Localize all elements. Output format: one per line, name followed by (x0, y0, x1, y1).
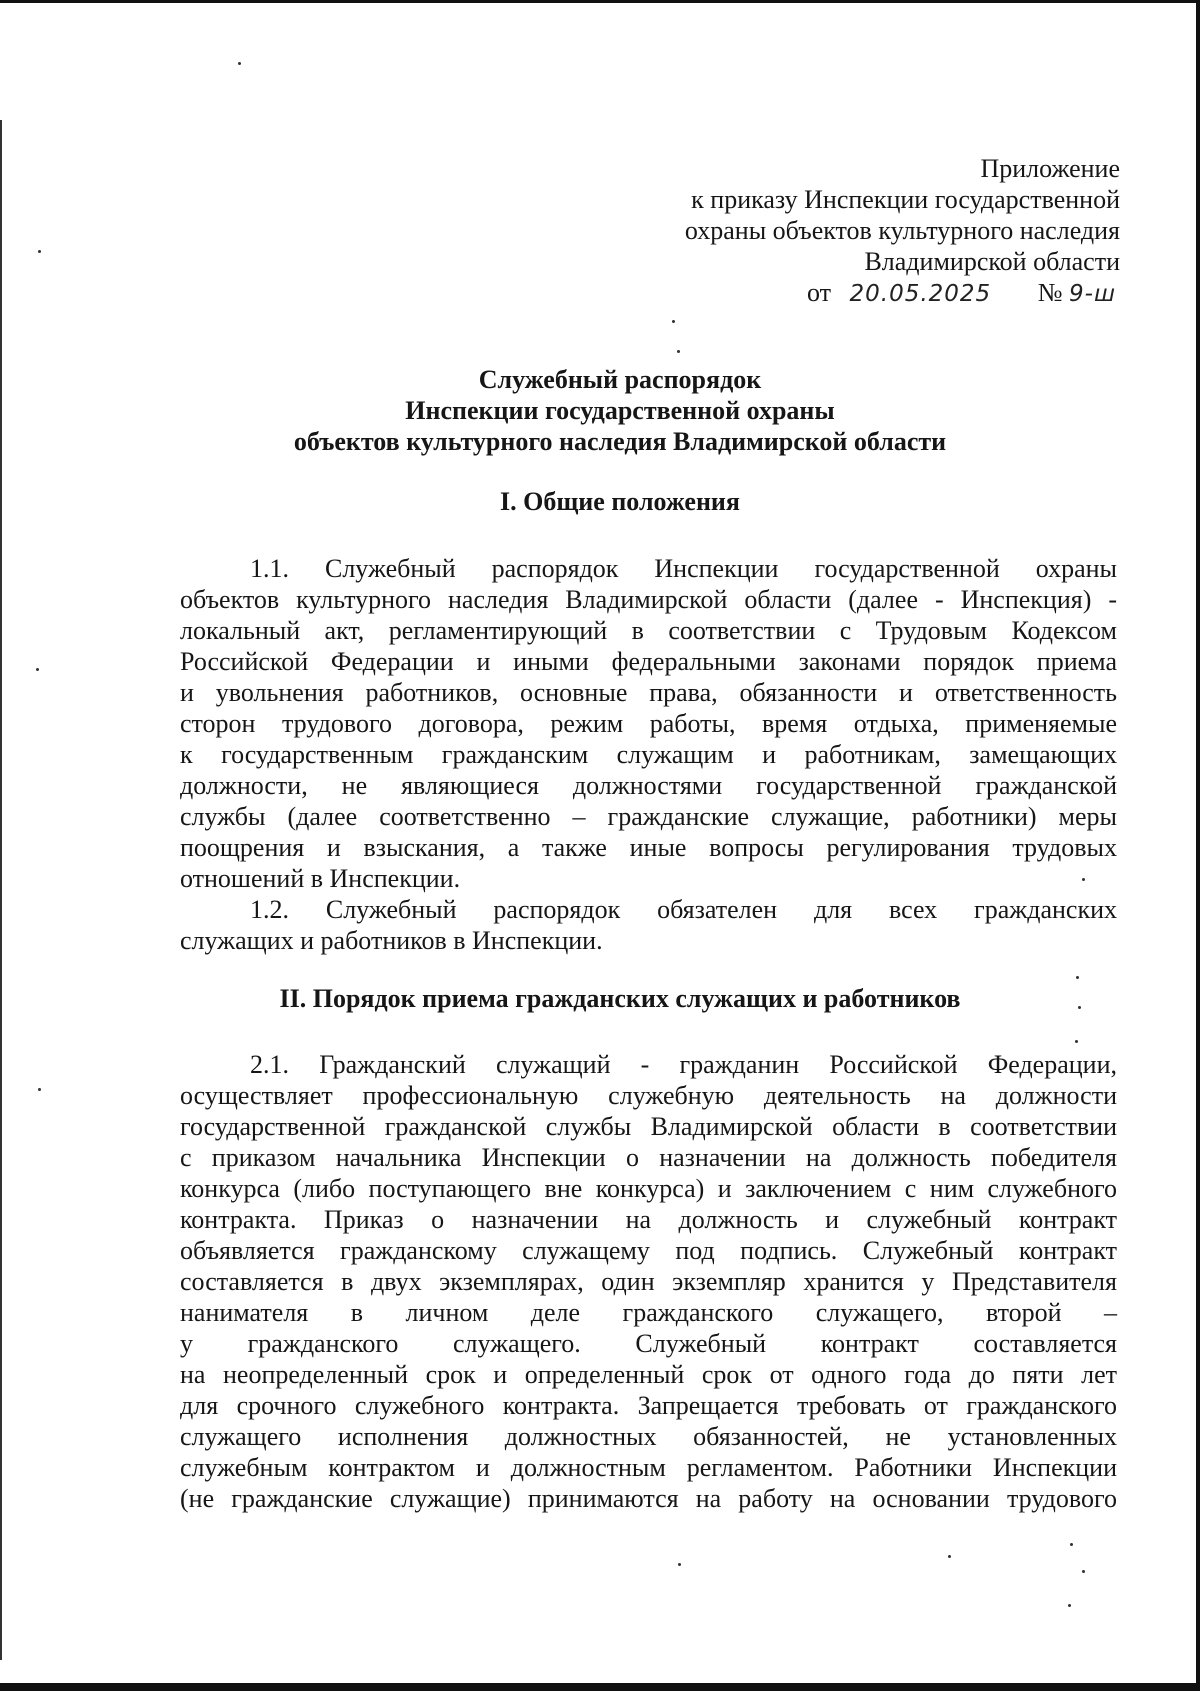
paragraph-1-2 (180, 894, 1117, 956)
scan-speck (38, 1088, 41, 1091)
order-prefix: от (806, 278, 831, 307)
scan-edge-left (0, 120, 2, 1660)
appendix-line: охраны объектов культурного наследия (684, 216, 1120, 245)
scan-speck (672, 320, 675, 323)
scan-speck (1076, 976, 1079, 979)
text-line: нанимателя в личном деле гражданского служащего, второй – (180, 1298, 1117, 1327)
order-number-handwritten: 9-ш (1069, 281, 1116, 307)
text-line: служебным контрактом и должностным регламентом. Работники Инспекции (180, 1453, 1117, 1482)
scan-speck (1082, 1570, 1085, 1573)
title-line: объектов культурного наследия Владимирской области (293, 427, 947, 456)
text-line: поощрения и взыскания, а также иные вопросы регулирования трудовых (180, 833, 1117, 862)
document-title (180, 364, 1060, 457)
text-line: осуществляет профессиональную служебную деятельность на должности (180, 1081, 1117, 1110)
section-heading: II. Порядок приема гражданских служащих и работников (279, 984, 961, 1013)
text-line: конкурса (либо поступающего вне конкурса) и заключением с ним служебного (180, 1174, 1117, 1203)
text-line: к государственным гражданским служащим и работникам, замещающих (180, 740, 1117, 769)
scan-speck (1070, 1543, 1073, 1546)
text-line: объектов культурного наследия Владимирской области (далее - Инспекция) - (180, 585, 1117, 614)
scan-speck (677, 350, 680, 353)
text-line: локальный акт, регламентирующий в соответствии с Трудовым Кодексом (180, 616, 1117, 645)
text-line: Российской Федерации и иными федеральными законами порядок приема (180, 647, 1117, 676)
scan-edge-right (1196, 0, 1200, 1691)
scan-speck (238, 62, 241, 65)
text-line: 1.1. Служебный распорядок Инспекции государственной охраны (250, 554, 1117, 583)
text-line: 2.1. Гражданский служащий - гражданин Российской Федерации, (250, 1050, 1117, 1079)
appendix-line: к приказу Инспекции государственной (691, 185, 1120, 214)
order-date-handwritten: 20.05.2025 (849, 281, 992, 307)
text-line: служащего исполнения должностных обязанностей, не установленных (180, 1422, 1117, 1451)
paragraph-2-1 (180, 1049, 1117, 1514)
text-line: отношений в Инспекции. (180, 864, 461, 893)
scan-speck (678, 1563, 681, 1566)
scan-speck (1078, 1006, 1081, 1009)
text-line: составляется в двух экземплярах, один экземпляр хранится у Представителя (180, 1267, 1117, 1296)
scan-speck (38, 250, 41, 253)
title-line: Инспекции государственной охраны (405, 396, 835, 425)
text-line: на неопределенный срок и определенный срок от одного года до пяти лет (180, 1360, 1117, 1389)
text-line: и увольнения работников, основные права, обязанности и ответственность (180, 678, 1117, 707)
paragraph-1-1 (180, 553, 1117, 894)
text-line: должности, не являющиеся должностями государственной гражданской (180, 771, 1117, 800)
scan-edge-bottom (0, 1683, 1200, 1691)
text-line: объявляется гражданскому служащему под подпись. Служебный контракт (180, 1236, 1117, 1265)
appendix-line: Владимирской области (864, 247, 1120, 276)
appendix-header (685, 153, 1120, 310)
text-line: у гражданского служащего. Служебный контракт составляется (180, 1329, 1117, 1358)
scan-speck (1082, 878, 1085, 881)
text-line: для срочного служебного контракта. Запрещается требовать от гражданского (180, 1391, 1117, 1420)
text-line: 1.2. Служебный распорядок обязателен для всех гражданских (250, 895, 1117, 924)
text-line: контракта. Приказ о назначении на должность и служебный контракт (180, 1205, 1117, 1234)
text-line: государственной гражданской службы Владимирской области в соответствии (180, 1112, 1117, 1141)
scan-speck (948, 1555, 951, 1558)
text-line: службы (далее соответственно – гражданские служащие, работники) меры (180, 802, 1117, 831)
text-line: сторон трудового договора, режим работы, время отдыха, применяемые (180, 709, 1117, 738)
appendix-line: Приложение (980, 154, 1120, 183)
text-line: с приказом начальника Инспекции о назначении на должность победителя (180, 1143, 1117, 1172)
text-line: служащих и работников в Инспекции. (180, 926, 603, 955)
order-reference (685, 277, 1120, 310)
text-line: (не гражданские служащие) принимаются на работу на основании трудового (180, 1484, 1117, 1513)
order-number-label: № (1037, 278, 1063, 307)
scan-speck (36, 668, 39, 671)
scan-speck (1075, 1040, 1078, 1043)
title-line: Служебный распорядок (478, 365, 762, 394)
scan-speck (1068, 1604, 1071, 1607)
section-heading: I. Общие положения (500, 487, 740, 516)
scan-edge-top (0, 0, 1200, 3)
